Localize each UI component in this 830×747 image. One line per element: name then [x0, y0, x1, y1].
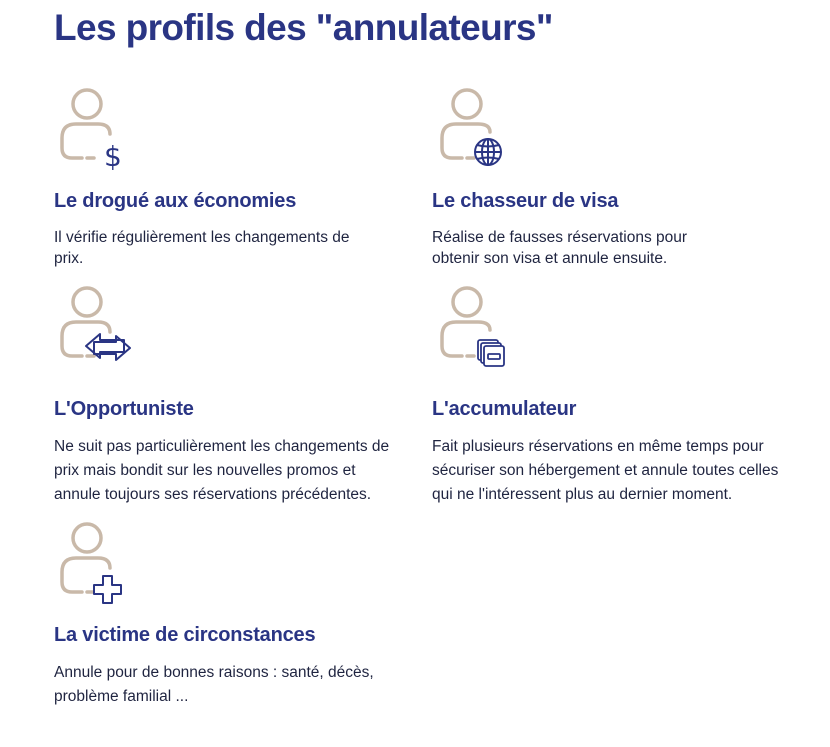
profile-title: Le drogué aux économies — [54, 190, 297, 212]
profile-description: Ne suit pas particulièrement les changements de prix mais bondit sur les nouvelles promos et annule toujours ses réservations précédentes. — [54, 438, 390, 503]
profile-title: La victime de circonstances — [54, 624, 316, 646]
profile-card-savings-addict — [54, 86, 424, 269]
profile-title: Le chasseur de visa — [432, 190, 619, 212]
profile-description: Il vérifie régulièrement les changements de prix. — [54, 229, 350, 267]
profile-title: L'accumulateur — [432, 398, 577, 420]
person-globe-icon — [432, 86, 512, 172]
person-stacked-cards-icon — [432, 284, 512, 370]
page-title: Les profils des "annulateurs" — [54, 7, 553, 48]
person-swap-arrows-icon — [54, 284, 144, 370]
profile-card-accumulator — [432, 284, 802, 507]
person-dollar-icon — [54, 86, 124, 172]
profile-card-circumstance-victim — [54, 520, 424, 709]
profile-title: L'Opportuniste — [54, 398, 194, 420]
profile-description: Fait plusieurs réservations en même temps pour sécuriser son hébergement et annule toutes celles qui ne l'intéressent plus au dernier moment. — [432, 438, 779, 503]
profile-description: Annule pour de bonnes raisons : santé, décès, problème familial ... — [54, 664, 374, 705]
profile-card-opportunist — [54, 284, 424, 507]
person-plus-cross-icon — [54, 520, 134, 606]
svg-text:$: $ — [104, 140, 122, 172]
profile-card-visa-hunter — [432, 86, 802, 269]
profile-description: Réalise de fausses réservations pour obtenir son visa et annule ensuite. — [432, 229, 688, 267]
